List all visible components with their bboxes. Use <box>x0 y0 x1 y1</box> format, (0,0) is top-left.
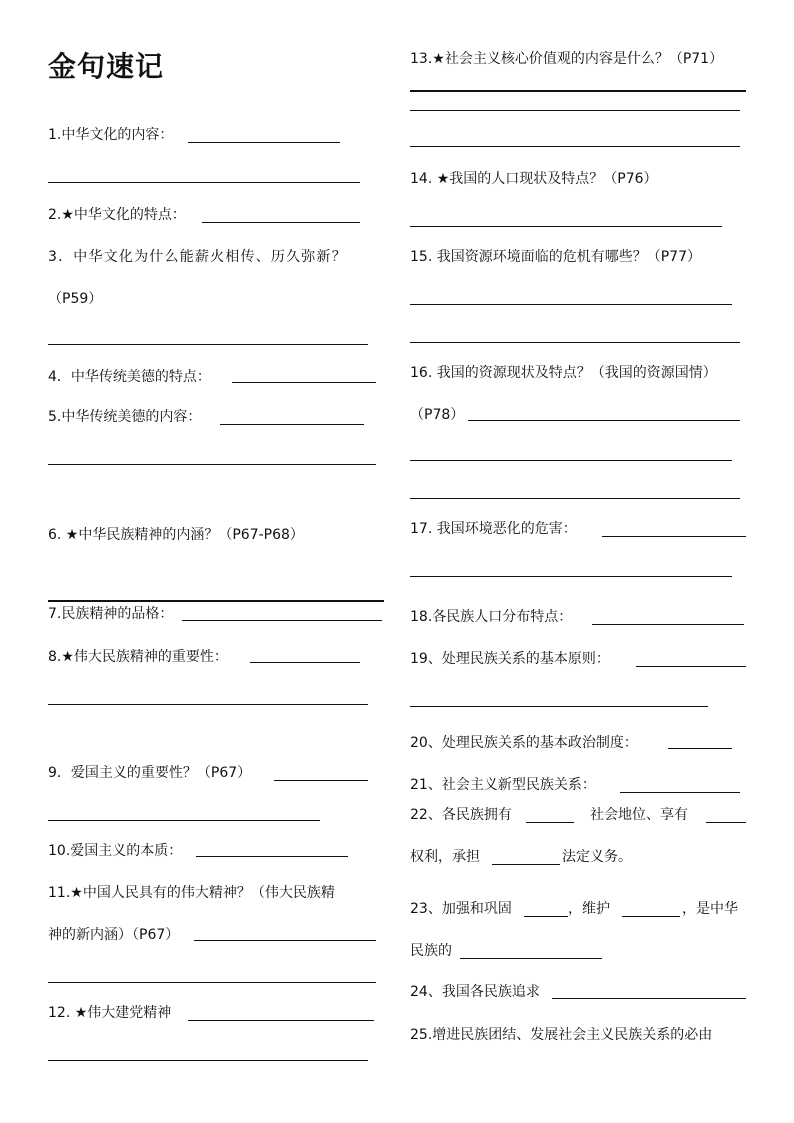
question-19: 19、处理民族关系的基本原则： <box>410 651 610 667</box>
blank-line[interactable] <box>526 822 574 823</box>
answer-line[interactable] <box>468 420 740 421</box>
question-23-end: ，是中华 <box>682 901 738 917</box>
question-3: 3．中华文化为什么能薪火相传、历久弥新？ <box>48 249 347 265</box>
answer-line[interactable] <box>410 706 708 707</box>
answer-line[interactable] <box>410 304 732 305</box>
question-12: 12. ★伟大建党精神 <box>48 1005 172 1021</box>
question-22-line2: 权利，承担 <box>410 849 480 865</box>
question-4: 4．中华传统美德的特点： <box>48 369 211 385</box>
answer-line[interactable] <box>552 998 746 999</box>
answer-line[interactable] <box>250 662 360 663</box>
question-14: 14. ★我国的人口现状及特点？（P76） <box>410 171 658 187</box>
answer-line[interactable] <box>410 226 722 227</box>
question-15: 15. 我国资源环境面临的危机有哪些？（P77） <box>410 249 701 265</box>
question-23-line2: 民族的 <box>410 943 452 959</box>
question-1: 1.中华文化的内容： <box>48 127 174 143</box>
blank-line[interactable] <box>524 916 568 917</box>
question-11-cont: 神的新内涵）（P67） <box>48 927 180 943</box>
answer-line[interactable] <box>668 748 732 749</box>
question-22: 22、各民族拥有 <box>410 807 512 823</box>
page-title: 金句速记 <box>48 50 165 83</box>
question-16-page: （P78） <box>410 407 465 423</box>
answer-line[interactable] <box>48 464 376 465</box>
answer-line[interactable] <box>188 142 340 143</box>
answer-line[interactable] <box>410 498 740 499</box>
question-2: 2.★中华文化的特点： <box>48 207 186 223</box>
answer-line[interactable] <box>48 704 368 705</box>
answer-line[interactable] <box>636 666 746 667</box>
question-8: 8.★伟大民族精神的重要性： <box>48 649 228 665</box>
blank-line[interactable] <box>706 822 746 823</box>
question-18: 18.各民族人口分布特点： <box>410 609 573 625</box>
question-7: 7.民族精神的品格： <box>48 606 174 622</box>
question-21: 21、社会主义新型民族关系： <box>410 777 596 793</box>
question-23-mid: ，维护 <box>568 901 610 917</box>
question-20: 20、处理民族关系的基本政治制度： <box>410 735 638 751</box>
question-5: 5.中华传统美德的内容： <box>48 409 202 425</box>
answer-line[interactable] <box>410 460 732 461</box>
blank-line[interactable] <box>492 864 560 865</box>
answer-line[interactable] <box>410 576 732 577</box>
answer-line[interactable] <box>220 424 364 425</box>
question-22-mid: 社会地位、享有 <box>590 807 688 823</box>
question-11: 11.★中国人民具有的伟大精神？（伟大民族精 <box>48 885 335 901</box>
answer-line[interactable] <box>602 536 746 537</box>
question-6: 6. ★中华民族精神的内涵？（P67-P68） <box>48 527 304 543</box>
answer-line[interactable] <box>274 780 368 781</box>
question-22-end: 法定义务。 <box>562 849 632 865</box>
question-9: 9．爱国主义的重要性？（P67） <box>48 765 252 781</box>
answer-line[interactable] <box>48 820 320 821</box>
answer-line[interactable] <box>48 1060 368 1061</box>
answer-line[interactable] <box>202 222 360 223</box>
answer-line[interactable] <box>48 182 360 183</box>
question-23: 23、加强和巩固 <box>410 901 512 917</box>
answer-line[interactable] <box>48 600 384 602</box>
answer-line[interactable] <box>48 344 368 345</box>
answer-line[interactable] <box>194 940 376 941</box>
question-24: 24、我国各民族追求 <box>410 984 540 1000</box>
question-16: 16. 我国的资源现状及特点？（我国的资源国情） <box>410 365 717 381</box>
answer-line[interactable] <box>410 110 740 111</box>
blank-line[interactable] <box>622 916 680 917</box>
answer-line[interactable] <box>182 620 382 621</box>
question-10: 10.爱国主义的本质： <box>48 843 183 859</box>
blank-line[interactable] <box>460 958 602 959</box>
answer-line[interactable] <box>410 342 740 343</box>
question-25: 25.增进民族团结、发展社会主义民族关系的必由 <box>410 1027 713 1043</box>
answer-line[interactable] <box>410 90 746 92</box>
answer-line[interactable] <box>48 982 376 983</box>
answer-line[interactable] <box>232 382 376 383</box>
answer-line[interactable] <box>592 624 744 625</box>
answer-line[interactable] <box>410 146 740 147</box>
answer-line[interactable] <box>188 1020 374 1021</box>
question-13: 13.★社会主义核心价值观的内容是什么？（P71） <box>410 51 724 67</box>
question-17: 17. 我国环境恶化的危害： <box>410 521 577 537</box>
question-3-page: （P59） <box>48 291 103 307</box>
answer-line[interactable] <box>620 792 740 793</box>
answer-line[interactable] <box>196 856 348 857</box>
